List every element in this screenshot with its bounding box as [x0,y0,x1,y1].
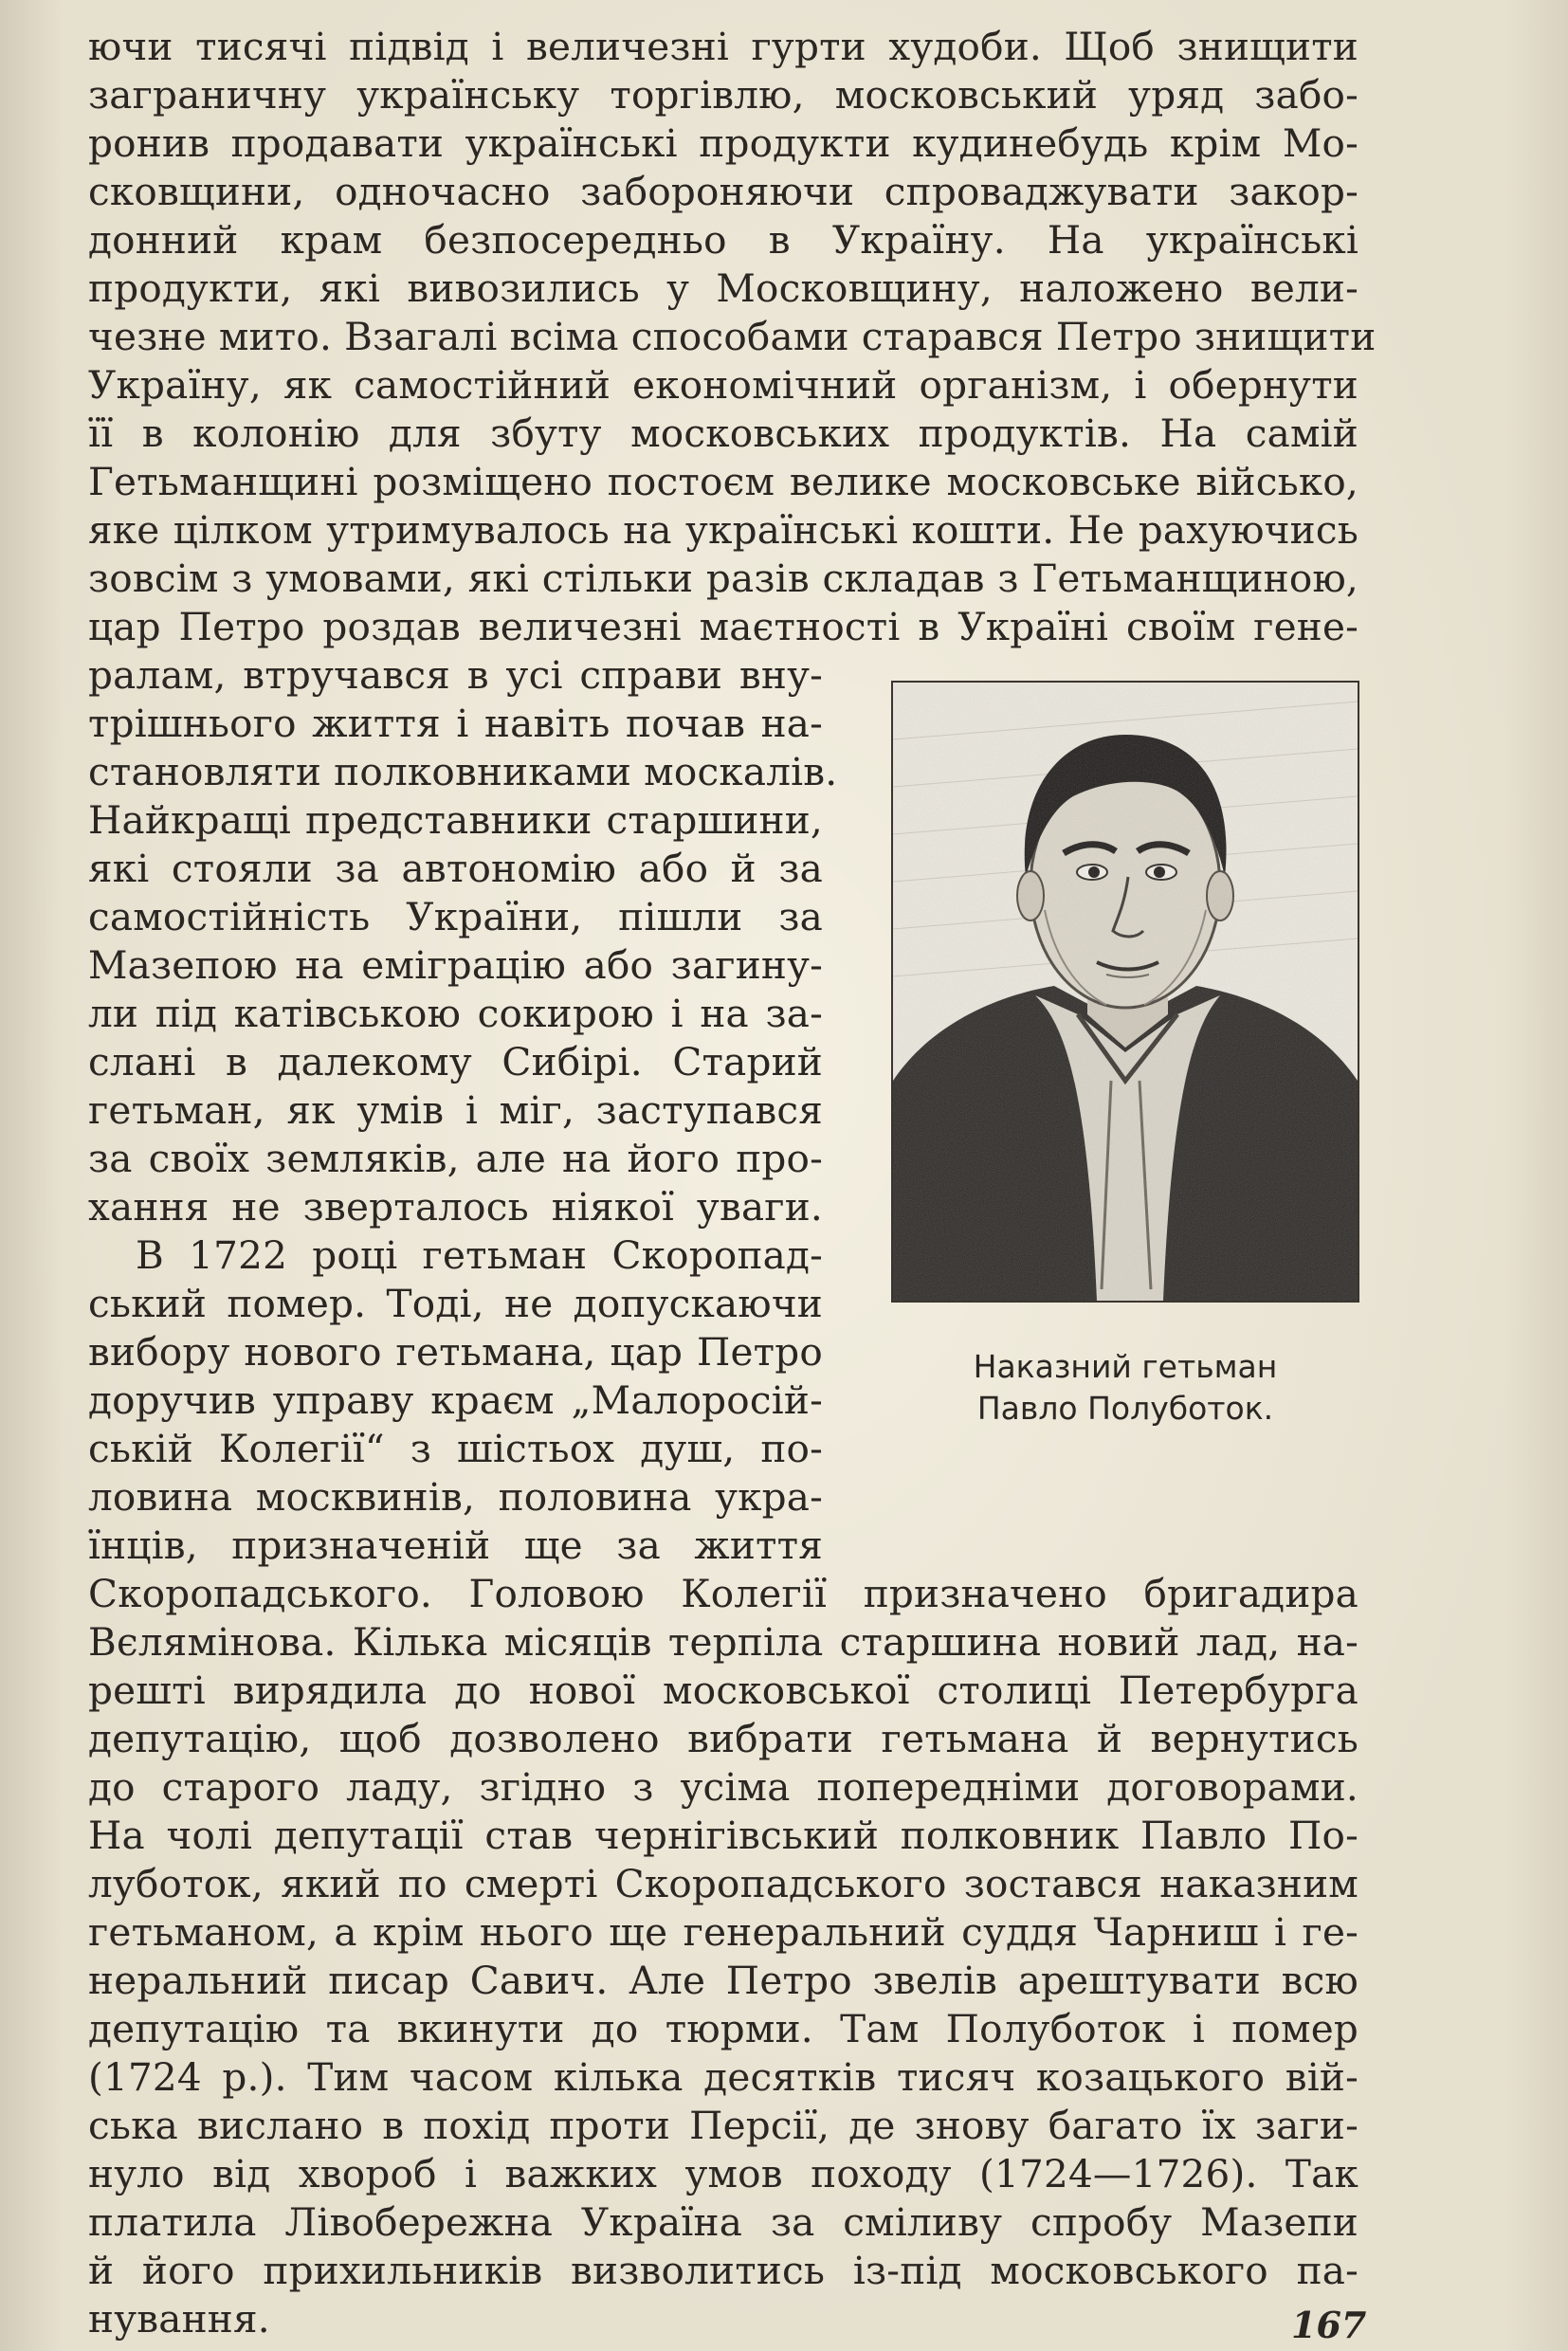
text-line: становляти полковниками москалів. [88,749,838,794]
text-line: цар Петро роздав величезні маєтності в Україні своїм гене- [88,604,1358,649]
text-line: хання не зверталось ніякої уваги. [88,1184,823,1230]
text-line: В 1722 році гетьман Скоропад- [136,1232,823,1278]
text-line: гетьманом, а крім нього ще генеральний суддя Чарниш і ге- [88,1909,1358,1955]
text-line: ли під катівською сокирою і на за- [88,991,823,1036]
text-line: самостійність України, пішли за [88,894,823,939]
text-line: нуло від хвороб і важких умов походу (1724—1726). Так [88,2151,1358,2196]
text-line: трішнього життя і навіть почав на- [88,701,823,746]
portrait-caption-line: Павло Полуботок. [976,1390,1274,1427]
text-line: неральний писар Савич. Але Петро звелів арештувати всю [88,1958,1358,2003]
text-line: ловина москвинів, половина укра- [88,1474,823,1520]
text-line: чезне мито. Взагалі всіма способами старався Петро знищити [88,314,1377,359]
text-line: депутацію, щоб дозволено вибрати гетьмана й вернутись [88,1716,1358,1761]
text-line: її в колонію для збуту московських продуктів. На самій [88,410,1358,456]
text-line: їнців, призначеній ще за життя [88,1522,823,1568]
text-line: доручив управу краєм „Малоросій- [88,1377,823,1423]
text-line: Гетьманщині розміщено постоєм велике московське військо, [88,459,1358,504]
text-line: Найкращі представники старшини, [88,797,823,843]
text-line: ронив продавати українські продукти кудинебудь крім Мо- [88,120,1358,166]
text-line: Скоропадського. Головою Колегії призначено бригадира [88,1571,1358,1616]
text-line: за своїх земляків, але на його про- [88,1136,823,1181]
text-line: ралам, втручався в усі справи вну- [88,652,823,698]
portrait-illustration [891,681,1359,1303]
text-line: ський помер. Тоді, не допускаючи [88,1281,823,1326]
text-line: заграничну українську торгівлю, московський уряд забо- [88,72,1358,118]
text-line: й його прихильників визволитись із-під московського па- [88,2248,1358,2293]
text-line: депутацію та вкинути до тюрми. Там Полуботок і помер [88,2006,1358,2051]
text-line: вибору нового гетьмана, цар Петро [88,1329,823,1375]
text-line: ючи тисячі підвід і величезні гурти худоби. Щоб знищити [88,24,1358,69]
text-line: Вєлямінова. Кілька місяців терпіла старшина новий лад, на- [88,1619,1358,1665]
text-line: до старого ладу, згідно з усіма попередніми договорами. [88,1764,1358,1810]
text-line: нування. [88,2296,270,2342]
text-line: (1724 р.). Тим часом кілька десятків тисяч козацького вій- [88,2054,1358,2100]
text-line: продукти, які вивозились у Московщину, наложено вели- [88,265,1358,311]
text-line: луботок, який по смерті Скоропадського зостався наказним [88,1861,1358,1906]
text-line: ська вислано в похід проти Персії, де знову багато їх заги- [88,2103,1358,2148]
text-line: гетьман, як умів і міг, заступався [88,1087,823,1133]
portrait-caption-line: Наказний гетьман [973,1348,1278,1385]
text-line: яке цілком утримувалось на українські кошти. Не рахуючись [88,507,1358,553]
text-line: донний крам безпосередньо в Україну. На українські [88,217,1358,263]
page-number: 167 [1291,2304,1367,2346]
portrait-drawing [893,683,1358,1301]
text-line: які стояли за автономію або й за [88,846,823,891]
text-line: На чолі депутації став чернігівський полковник Павло По- [88,1813,1358,1858]
text-line: сковщини, одночасно забороняючи спроваджувати закор- [88,169,1358,214]
text-line: ській Колегії“ з шістьох душ, по- [88,1426,823,1471]
text-line: слані в далекому Сибірі. Старий [88,1039,823,1084]
text-line: Україну, як самостійний економічний організм, і обернути [88,362,1358,408]
text-line: решті вирядила до нової московської столиці Петербурга [88,1668,1358,1713]
text-line: Мазепою на еміграцію або загину- [88,942,823,988]
text-line: платила Лівобережна Україна за сміливу спробу Мазепи [88,2199,1358,2245]
text-line: зовсім з умовами, які стільки разів складав з Гетьманщиною, [88,556,1358,601]
